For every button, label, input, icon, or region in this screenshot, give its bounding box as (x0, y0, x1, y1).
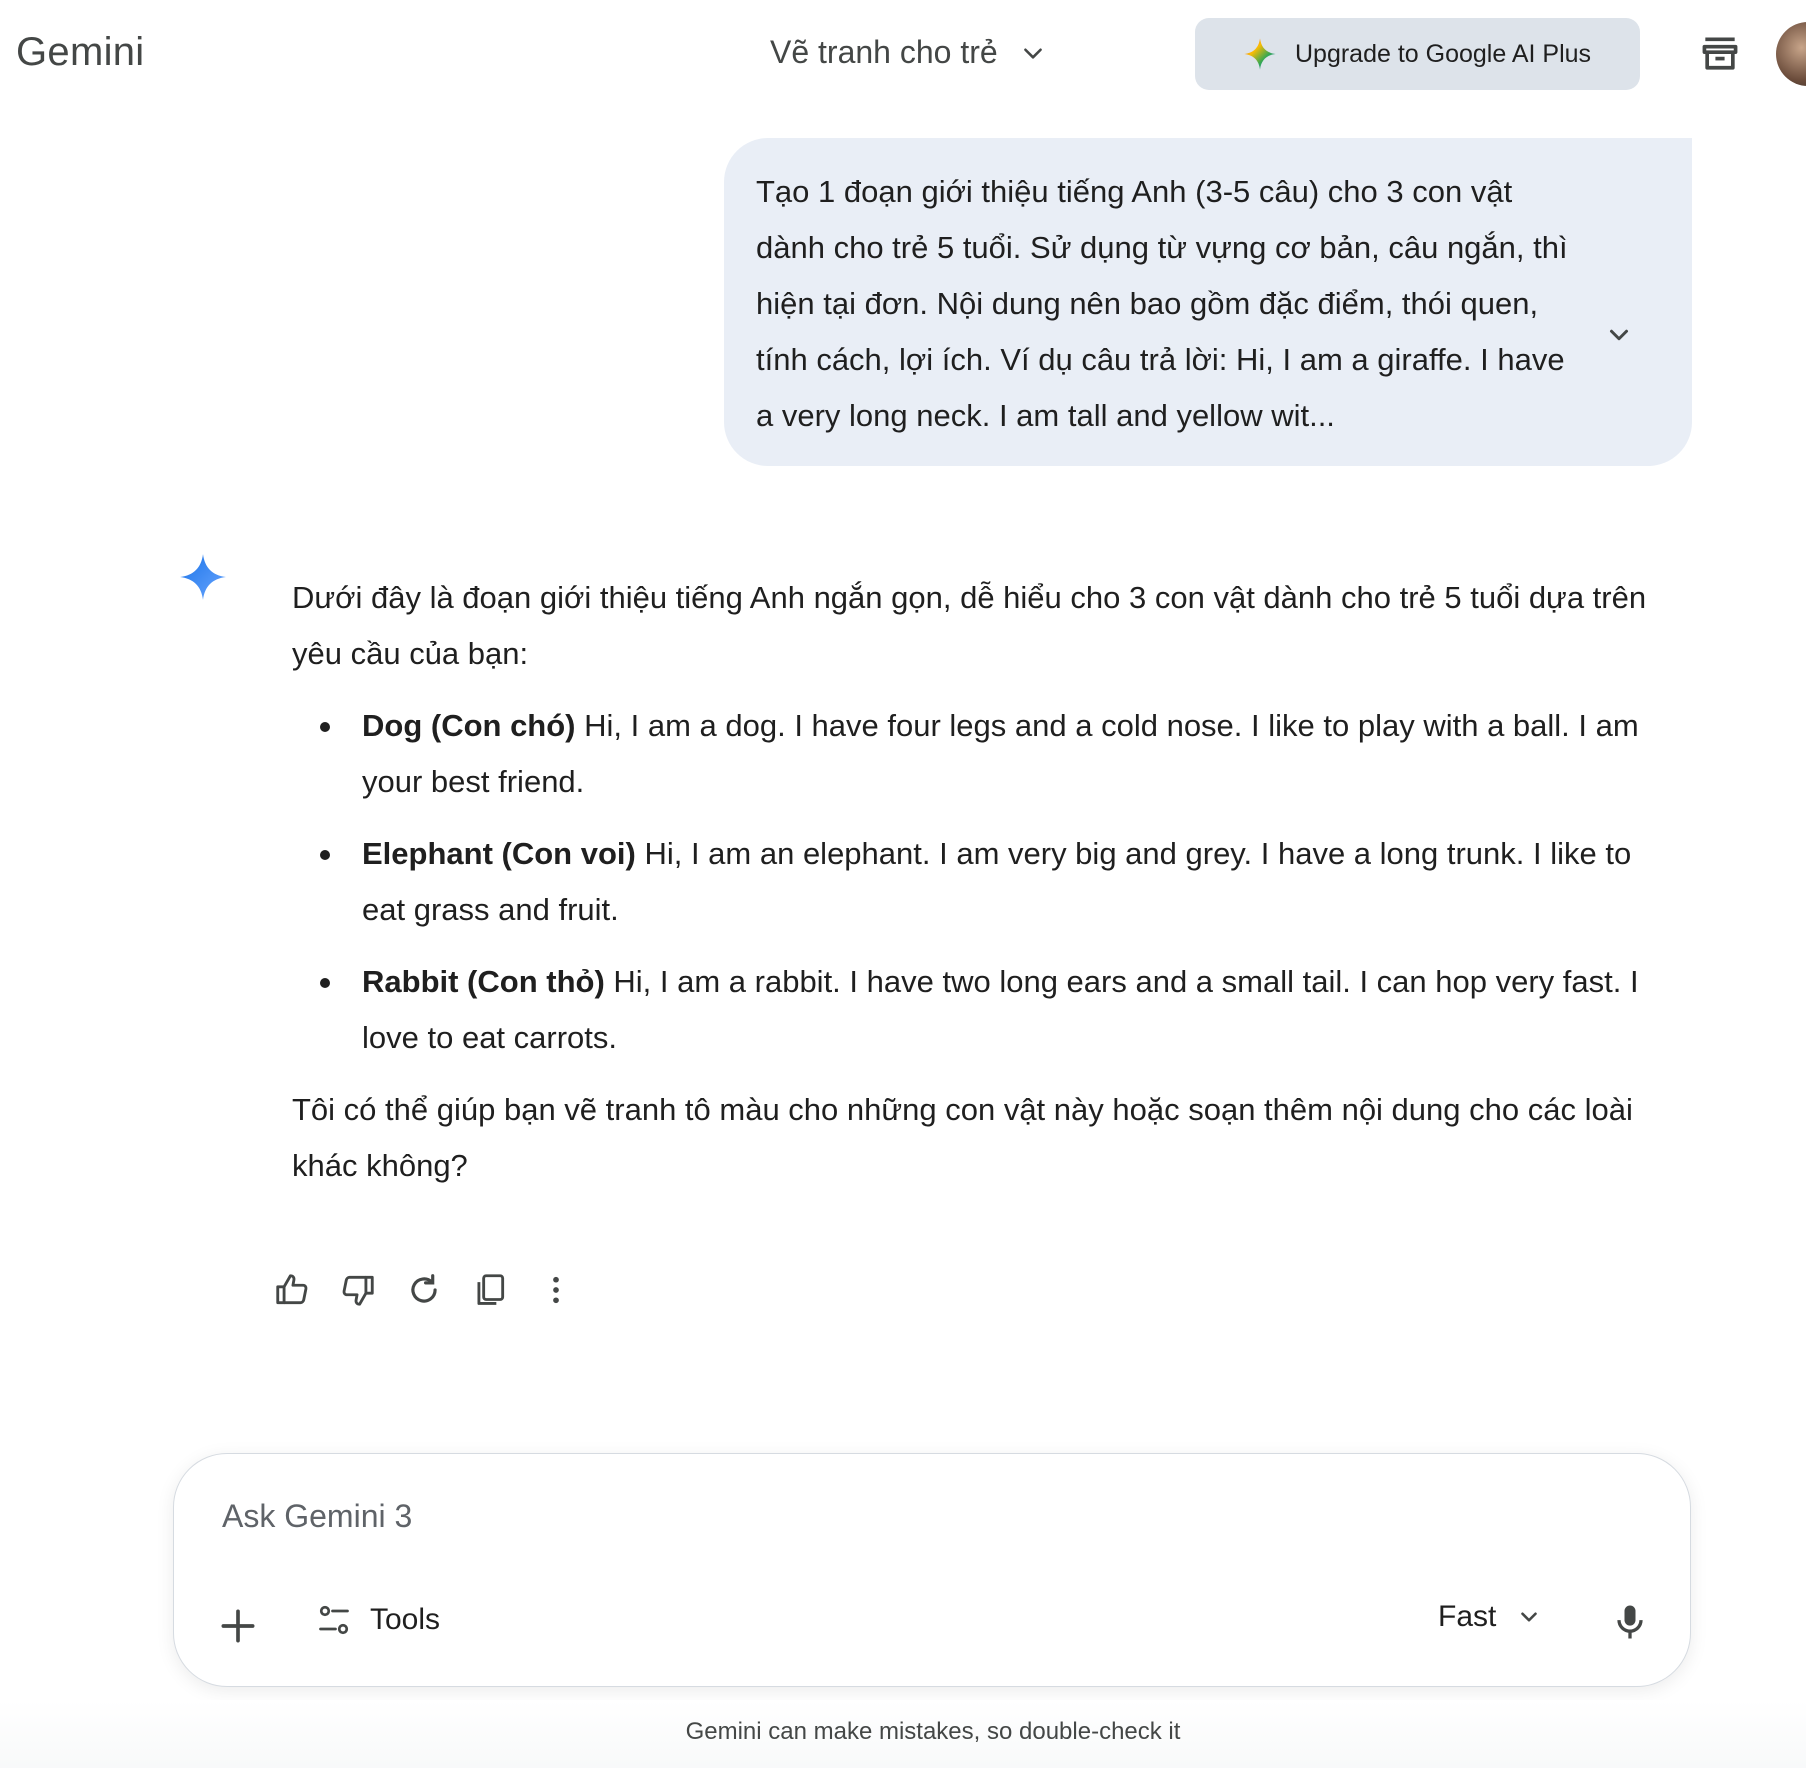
microphone-icon (1608, 1600, 1652, 1644)
prompt-input[interactable] (222, 1492, 1522, 1540)
gemini-spark-icon (178, 552, 228, 602)
regenerate-icon (405, 1271, 443, 1309)
list-item-text: Hi, I am an elephant. I am very big and grey. I have a long trunk. I like to eat grass and fruit. (362, 836, 1632, 927)
model-response (292, 570, 1652, 1210)
list-item-title: Dog (Con chó) (362, 708, 576, 743)
chat-title-label: Vẽ tranh cho trẻ (770, 34, 998, 70)
response-actions (270, 1268, 578, 1312)
list-item-text: Hi, I am a dog. I have four legs and a cold nose. I like to play with a ball. I am your best friend. (362, 708, 1639, 799)
add-attachment-button[interactable] (216, 1604, 260, 1648)
bad-response-button[interactable] (336, 1268, 380, 1312)
expand-message-button[interactable] (1604, 320, 1634, 350)
thumbs-up-icon (273, 1271, 311, 1309)
chevron-down-icon (1020, 40, 1046, 66)
copy-icon (471, 1271, 509, 1309)
archive-icon (1698, 32, 1742, 76)
upgrade-label: Upgrade to Google AI Plus (1295, 39, 1592, 68)
model-mode-dropdown[interactable] (1438, 1600, 1542, 1634)
list-item-title: Rabbit (Con thỏ) (362, 964, 605, 999)
response-closing: Tôi có thể giúp bạn vẽ tranh tô màu cho những con vật này hoặc soạn thêm nội dung cho các loài khác không? (292, 1092, 1633, 1183)
tools-icon (316, 1602, 352, 1638)
chevron-down-icon (1604, 320, 1634, 350)
chevron-down-icon (1516, 1604, 1542, 1630)
list-item-text: Hi, I am a rabbit. I have two long ears and a small tail. I can hop very fast. I love to eat carrots. (362, 964, 1639, 1055)
plus-icon (216, 1604, 260, 1648)
avatar[interactable] (1776, 22, 1806, 86)
upgrade-button[interactable] (1195, 18, 1640, 90)
microphone-button[interactable] (1608, 1600, 1652, 1644)
prompt-composer (173, 1453, 1691, 1687)
mode-label: Fast (1438, 1600, 1497, 1633)
app-logo[interactable]: Gemini (16, 30, 145, 74)
list-item-title: Elephant (Con voi) (362, 836, 636, 871)
chat-title-dropdown[interactable] (770, 34, 1046, 71)
list-item (292, 826, 1652, 938)
gemini-spark-icon (1243, 37, 1277, 71)
tools-label: Tools (370, 1603, 441, 1636)
user-message-text: Tạo 1 đoạn giới thiệu tiếng Anh (3-5 câu) cho 3 con vật dành cho trẻ 5 tuổi. Sử dụng từ vựng cơ bản, câu ngắn, thì hiện tại đơn. Nội dung nên bao gồm đặc điểm, thói quen, tính cách, lợi ích. Ví dụ câu trả lời: Hi, I am a giraffe. I have a very long neck. I am tall and yellow wit... (756, 174, 1568, 433)
list-item (292, 698, 1652, 810)
user-message-bubble (724, 138, 1692, 466)
good-response-button[interactable] (270, 1268, 314, 1312)
regenerate-button[interactable] (402, 1268, 446, 1312)
response-intro: Dưới đây là đoạn giới thiệu tiếng Anh ngắn gọn, dễ hiểu cho 3 con vật dành cho trẻ 5 tuổi dựa trên yêu cầu của bạn: (292, 580, 1647, 671)
disclaimer-text: Gemini can make mistakes, so double-check it (685, 1718, 1181, 1745)
thumbs-down-icon (339, 1271, 377, 1309)
copy-button[interactable] (468, 1268, 512, 1312)
list-item (292, 954, 1652, 1066)
archive-button[interactable] (1696, 30, 1744, 78)
more-options-button[interactable] (534, 1268, 578, 1312)
response-list (292, 698, 1652, 1066)
more-vert-icon (537, 1271, 575, 1309)
tools-button[interactable] (316, 1602, 440, 1638)
